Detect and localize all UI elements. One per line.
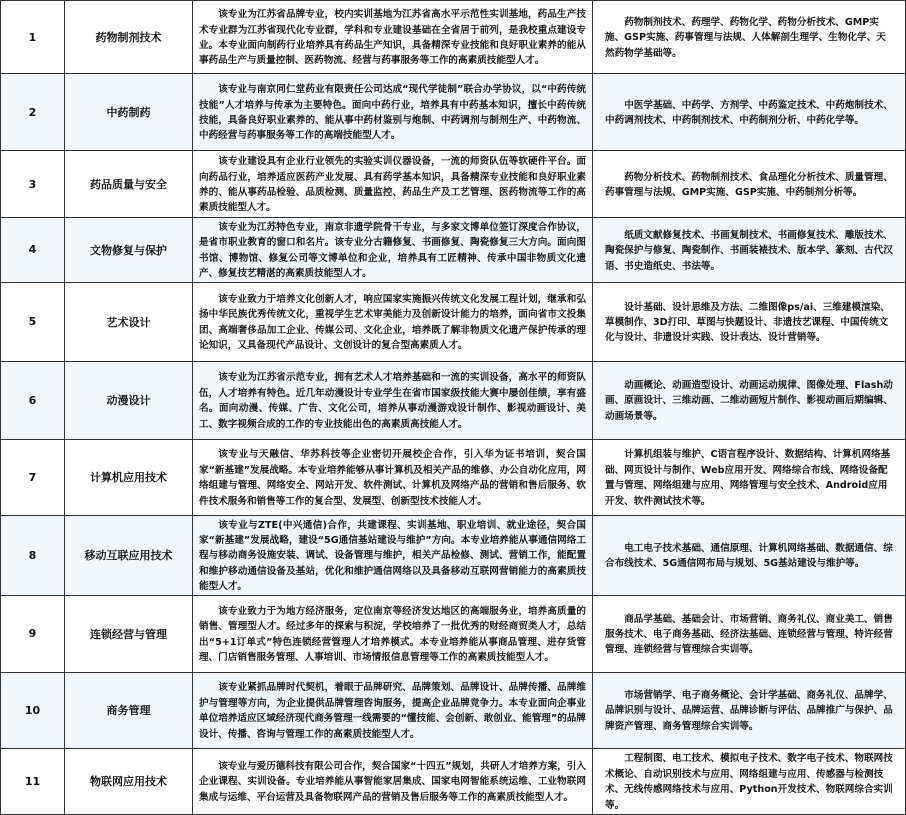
table-row (1, 282, 906, 361)
row-number: 8 (1, 515, 65, 595)
major-description: 该专业致力于培养文化创新人才，响应国家实施振兴传统文化发展工程计划，继承和弘扬中华民族优秀传统文化，重视学生艺术审美能力及创新设计能力的培养，面向省市文投集团、高端奢侈品加工企业、传媒公司、文化企业，培养既了解非物质文化遗产保护传承的理论知识，又具备现代产品设计、文创设计的复合型高素质人才。 (193, 282, 593, 361)
core-courses: 中医学基础、中药学、方剂学、中药鉴定技术、中药炮制技术、中药调剂技术、中药制剂技术、中药制剂分析、中药化学等。 (593, 74, 906, 151)
major-name: 计算机应用技术 (65, 439, 193, 515)
major-name: 文物修复与保护 (65, 218, 193, 283)
major-description: 该专业紧抓品牌时代契机，着眼于品牌研究、品牌策划、品牌设计、品牌传播、品牌维护与管理等方向，为企业提供品牌管理咨询服务，提高企业品牌竞争力。本专业面向企事业单位培养适应区域经济现代商务管理一线需要的“懂技能、会创新、敢创业、能管理”的品牌设计、传播、咨询与管理工作的高素质技能型人才。 (193, 672, 593, 748)
table-row (1, 361, 906, 439)
major-name: 移动互联应用技术 (65, 515, 193, 595)
major-name: 药物制剂技术 (65, 1, 193, 74)
core-courses: 药物分析技术、药物制剂技术、食品理化分析技术、质量管理、药事管理与法规、GMP实施、GSP实施、中药制剂分析等。 (593, 151, 906, 218)
row-number: 7 (1, 439, 65, 515)
core-courses: 纸质文献修复技术、书画复制技术、书画修复技术、雕版技术、陶瓷保护与修复、陶瓷制作、书画装裱技术、版本学、篆刻、古代汉语、书史造纸史、书法等。 (593, 218, 906, 283)
row-number: 11 (1, 748, 65, 814)
core-courses: 计算机组装与维护、C语言程序设计、数据结构、计算机网络基础、网页设计与制作、Web应用开发、网络综合布线、网络设备配置与管理、网络组建与应用、网络管理与安全技术、Android应用开发、软件测试技术等。 (593, 439, 906, 515)
table-row (1, 1, 906, 74)
table-row (1, 672, 906, 748)
major-name: 动漫设计 (65, 361, 193, 439)
major-name: 艺术设计 (65, 282, 193, 361)
core-courses: 动画概论、动画造型设计、动画运动规律、图像处理、Flash动画、原画设计、三维动画、二维动画短片制作、影视动画后期编辑、动画场景等。 (593, 361, 906, 439)
major-name: 商务管理 (65, 672, 193, 748)
core-courses: 药物制剂技术、药理学、药物化学、药物分析技术、GMP实施、GSP实施、药事管理与法规、人体解剖生理学、生物化学、天然药物学基础等。 (593, 1, 906, 74)
row-number: 6 (1, 361, 65, 439)
row-number: 4 (1, 218, 65, 283)
row-number: 10 (1, 672, 65, 748)
major-description: 该专业与爱历德科技有限公司合作，契合国家“十四五”规划，共研人才培养方案，引入企业课程、实训设备。专业培养能从事智能家居集成、国家电网智能系统运维、工业物联网集成与运维、平台运营及具备物联网产品的营销及售后服务等工作的高素质技能型人才。 (193, 748, 593, 814)
row-number: 1 (1, 1, 65, 74)
major-name: 物联网应用技术 (65, 748, 193, 814)
major-name: 药品质量与安全 (65, 151, 193, 218)
core-courses: 商品学基础、基础会计、市场营销、商务礼仪、商业美工、销售服务技术、电子商务基础、经济法基础、连锁经营与管理、特许经营管理、连锁经营与管理综合实训等。 (593, 595, 906, 672)
row-number: 3 (1, 151, 65, 218)
row-number: 2 (1, 74, 65, 151)
major-description: 该专业建设具有企业行业领先的实验实训仪器设备，一流的师资队伍等软硬件平台。面向药品行业，培养适应医药产业发展、具有药学基本知识，具备精深专业技能和良好职业素养的、能从事药品检验、品质检测、质量监控、药品生产及工艺管理、医药物流等工作的高素质技能型人才。 (193, 151, 593, 218)
major-description: 该专业为江苏特色专业，南京非遗学院骨干专业，与多家文博单位签订深度合作协议，是省市职业教育的窗口和名片。该专业分古籍修复、书画修复、陶瓷修复三大方向。面向图书馆、博物馆、修复公司等文博单位和企业，培养具有工匠精神、传承中国非物质文化遗产、修复技艺精湛的高素质技能型人才。 (193, 218, 593, 283)
core-courses: 设计基础、设计思维及方法、二维图像ps/ai、三维建模渲染、草模制作、3D打印、草图与快题设计、非遗技艺课程、中国传统文化与设计、非遗设计实践、设计表达、设计营销等。 (593, 282, 906, 361)
major-name: 连锁经营与管理 (65, 595, 193, 672)
table-row (1, 515, 906, 595)
major-description: 该专业与南京同仁堂药业有限责任公司达成“现代学徒制”联合办学协议，以“中药传统技能”人才培养与传承为主要特色。面向中药行业，培养具有中药基本知识，擅长中药传统技能，具备良好职业素养的、能从事中药材鉴别与炮制、中药调剂与制剂生产、中药物流、中药经营与药事服务等工作的高端技能型人才。 (193, 74, 593, 151)
major-description: 该专业与ZTE(中兴通信)合作，共建课程、实训基地、职业培训、就业途径，契合国家“新基建”发展战略，建设“5G通信基站建设与维护”方向。本专业培养能从事通信网络工程与移动商务设施安装、调试、设备管理与维护，相关产品检修、测试、营销工作，能配置和维护移动通信设备及基站，优化和维护通信网络以及具备移动互联网营销能力的高素质技能型人才。 (193, 515, 593, 595)
table-row (1, 218, 906, 283)
core-courses: 市场营销学、电子商务概论、会计学基础、商务礼仪、品牌学、品牌识别与设计、品牌运营、品牌诊断与评估、品牌推广与保护、品牌资产管理、商务管理综合实训等。 (593, 672, 906, 748)
major-description: 该专业与天融信、华苏科技等企业密切开展校企合作，引入华为证书培训，契合国家“新基建”发展战略。本专业培养能够从事计算机及相关产品的维修、办公自动化应用，网络组建与管理、网络安全、网站开发、软件测试、计算机及网络产品的营销和售后服务、软件技术服务和销售等工作的复合型、发展型、创新型技术技能人才。 (193, 439, 593, 515)
major-description: 该专业为江苏省品牌专业，校内实训基地为江苏省高水平示范性实训基地，药品生产技术专业群为江苏省现代化专业群，学科和专业建设基础在全省居于前列，是我校重点建设专业。本专业面向制药行业培养具有药品生产知识，具备精深专业技能和良好职业素养的能从事药品生产与质量控制、医药物流、经营与药事服务等工作的高素质技能型人才。 (193, 1, 593, 74)
table-row (1, 595, 906, 672)
table-row (1, 439, 906, 515)
row-number: 5 (1, 282, 65, 361)
core-courses: 电工电子技术基础、通信原理、计算机网络基础、数据通信、综合布线技术、5G通信网布局与规划、5G基站建设与维护等。 (593, 515, 906, 595)
row-number: 9 (1, 595, 65, 672)
table-row (1, 151, 906, 218)
major-description: 该专业致力于为地方经济服务，定位南京等经济发达地区的高端服务业，培养高质量的销售、管理型人才。经过多年的探索与积淀，学校培养了一批优秀的财经商贸类人才，总结出“5+1订单式”特色连锁经营管理人才培养模式。本专业培养能从事商品管理、进存货管理、门店销售服务管理、人事培训、市场情报信息管理等工作的高素质技能型人才。 (193, 595, 593, 672)
major-name: 中药制药 (65, 74, 193, 151)
table-row (1, 748, 906, 814)
table-row (1, 74, 906, 151)
core-courses: 工程制图、电工技术、模拟电子技术、数字电子技术、物联网技术概论、自动识别技术与应用、网络组建与应用、传感器与检测技术、无线传感网络技术与应用、Python开发技术、物联网综合实训等。 (593, 748, 906, 814)
major-description: 该专业为江苏省示范专业，拥有艺术人才培养基础和一流的实训设备，高水平的师资队伍，人才培养有特色。近几年动漫设计专业学生在省市国家级技能大赛中屡创佳绩，享有盛名。面向动漫、传媒、广告、文化公司，培养从事动漫游戏设计制作、影视动画设计、美工、数字视频合成的工作的专业技能出色的高素质高技能人才。 (193, 361, 593, 439)
